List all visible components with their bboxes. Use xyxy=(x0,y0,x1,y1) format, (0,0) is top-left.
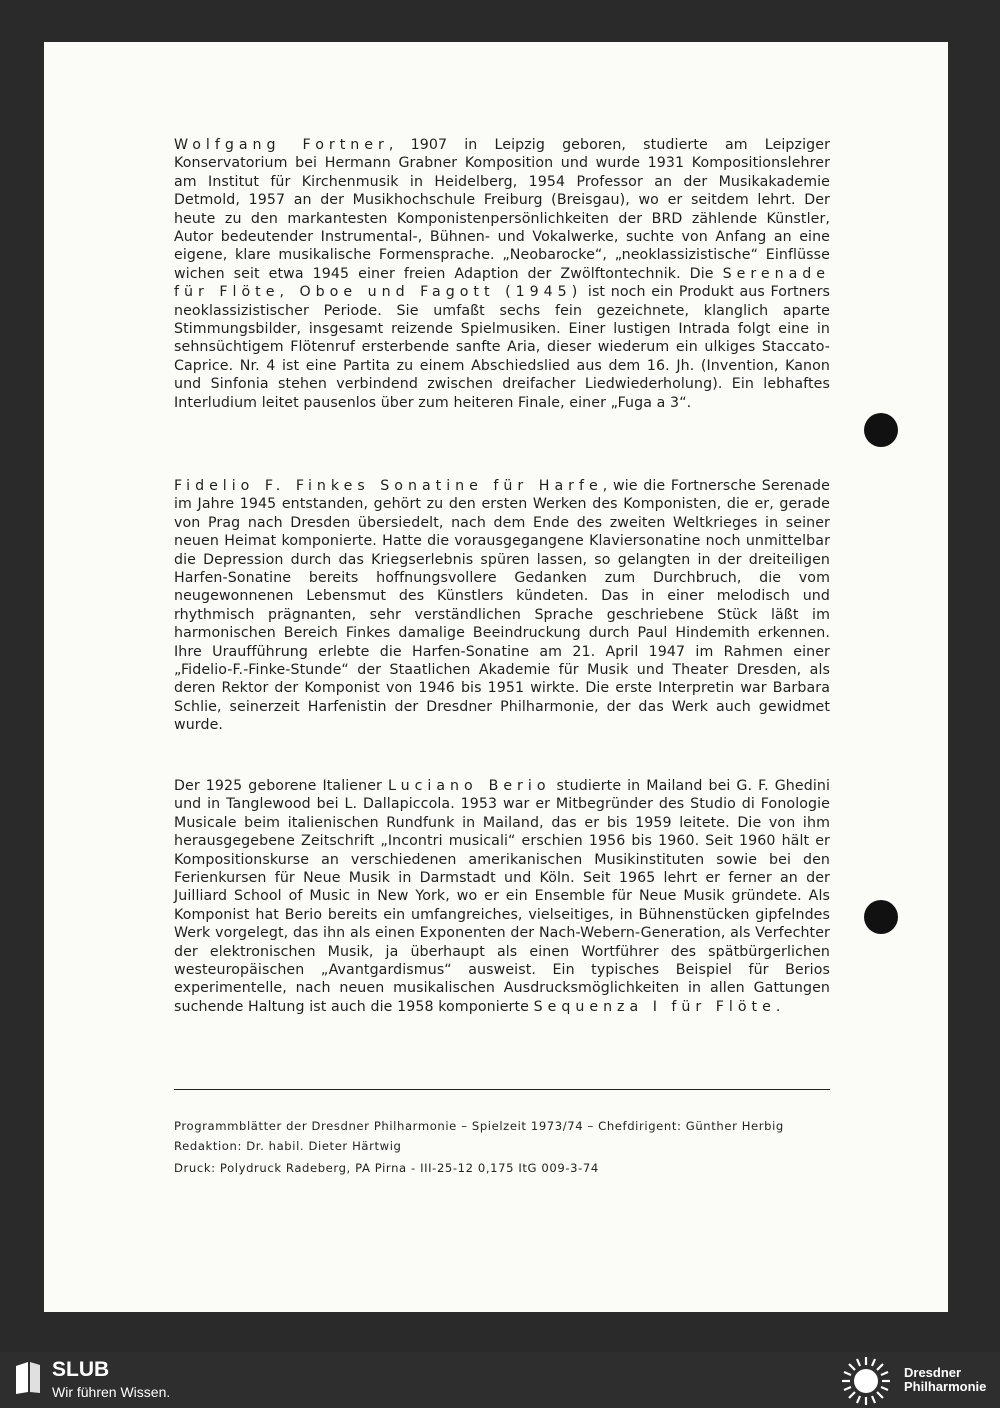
library-tagline: Wir führen Wissen. xyxy=(52,1384,171,1400)
paragraph-berio-text-b: studierte in Mailand bei G. F. Ghedini und in Tanglewood bei L. Dallapiccola. 1953 war er Mitbegründer des Studio di Fonologie Musicale beim italienischen Rundfunk in Mailand, das er bis 1959 leitete. Die von ihm herausgegebene Zeitschrift „Incontri musicali“ erschien 1956 bis 1960. Seit 1960 hält er Kompositionskurse an verschiedenen amerikanischen Musikinstituten sowie bei den Ferienkursen für Neue Musik in Darmstadt und Köln. Seit 1965 lehrt er ferner an der Juilliard School of Music in New York, wo er ein Ensemble für Neue Musik gründete. Als Komponist hat Berio bereits ein umfangreiches, vielseitiges, in Bühnenstücken gipfelndes Werk vorgelegt, das ihn als einen Exponenten der Nach-Webern-Generation, als Verfechter der elektronischen Musik, ja überhaupt als einen Wortführer des spätbürgerlichen westeuropäischen „Avantgardismus“ ausweist. Ein typisches Beispiel für Berios experimentelle, nach neuen musikalischen Ausdrucksmöglichkeiten in allen Gattungen suchende Haltung ist auch die 1958 komponierte xyxy=(174,778,830,1015)
document-page xyxy=(44,42,948,1312)
punch-hole-bottom xyxy=(864,900,898,934)
library-name[interactable]: SLUB xyxy=(52,1358,110,1381)
composer-name-fortner: Wolfgang Fortner xyxy=(174,137,389,153)
footer-editor: Redaktion: Dr. habil. Dieter Härtwig xyxy=(174,1139,402,1153)
footer-print: Druck: Polydruck Radeberg, PA Pirna - III-25-12 0,175 ItG 009-3-74 xyxy=(174,1161,599,1175)
paragraph-finke-text: , wie die Fortnersche Serenade im Jahre 1945 entstanden, gehört zu den ersten Werken des Komponisten, die er, gerade von Prag nach Dresden übersiedelt, nach dem Ende des zweiten Weltkrieges in seiner neuen Heimat komponierte. Hatte die vorausgegangene Klaviersonatine noch unmittelbar die Depression durch das Kriegserlebnis spüren lassen, so gelangten in der dreiteiligen Harfen-Sonatine bereits hoffnungsvollere Gedanken zum Durchbruch, die vom neugewonnenen Lebensmut des Künstlers kündeten. Das in einer melodisch und rhythmisch prägnanten, sehr verständlichen Sprache geschriebene Stück läßt im harmonischen Bereich Finkes damalige Beeindruckung durch Paul Hindemith erkennen. Ihre Uraufführung erlebte die Harfen-Sonatine am 21. April 1947 im Rahmen einer „Fidelio-F.-Finke-Stunde“ der Staatlichen Akademie für Musik und Theater Dresden, als deren Rektor der Komponist von 1946 bis 1951 wirkte. Die erste Interpretin war Barbara Schlie, seinerzeit Harfenistin der Dresdner Philharmonie, der das Werk auch gewidmet wurde. xyxy=(174,478,830,734)
work-title-serenade: Serenade für Flöte, Oboe und Fagott (1945) xyxy=(174,265,830,301)
footer-divider xyxy=(174,1089,830,1090)
work-title-sequenza: Sequenza I für Flöte xyxy=(533,998,776,1015)
composer-name-berio: Luciano Berio xyxy=(387,778,551,794)
paragraph-berio-text-c: . xyxy=(775,998,781,1015)
partner-name-line-2: Philharmonie xyxy=(904,1379,987,1394)
slub-book-icon[interactable] xyxy=(12,1360,42,1396)
partner-name[interactable] xyxy=(904,1366,986,1394)
footer-credits: Programmblätter der Dresdner Philharmonie – Spielzeit 1973/74 – Chefdirigent: Günther Herbig xyxy=(174,1119,784,1133)
paragraph-fortner-text-a: , 1907 in Leipzig geboren, studierte am Leipziger Konservatorium bei Hermann Grabner Komposition und wurde 1931 Kompositionslehrer am Institut für Kirchenmusik in Heidelberg, 1954 Professor an der Musikakademie Detmold, 1957 an der Musikhochschule Freiburg (Breisgau), wo er seitdem lehrt. Der heute zu den markantesten Komponistenpersönlichkeiten der BRD zählende Künstler, Autor bedeutender Instrumental-, Bühnen- und Vokalwerke, suchte von Anfang an eine eigene, klare musikalische Formensprache. „Neobarocke“, „neoklassizistische“ Einflüsse wichen seit etwa 1945 einer freien Adaption der Zwölftontechnik. Die xyxy=(174,137,830,282)
paragraph-berio-text-a: Der 1925 geborene Italiener xyxy=(174,778,388,794)
paragraph-berio xyxy=(174,777,830,1016)
paragraph-finke xyxy=(174,477,830,735)
repository-footer-bar xyxy=(0,1352,1000,1408)
work-title-sonatine: Fidelio F. Finkes Sonatine für Harfe xyxy=(174,478,603,494)
paragraph-fortner xyxy=(174,136,830,412)
punch-hole-top xyxy=(864,413,898,447)
paragraph-fortner-text-b: ist noch ein Produkt aus Fortners neoklassizistischer Periode. Sie umfaßt sechs fein gezeichnete, klanglich aparte Stimmungsbilder, insgesamt reizende Spielmusiken. Einer lustigen Intrada folgt eine in sehnsüchtigem Flötenruf ersterbende sanfte Aria, dieser wiederum ein ulkiges Staccato-Caprice. Nr. 4 ist eine Partita zu einem Abschiedslied aus dem 16. Jh. (Invention, Kanon und Sinfonia stehen verbindend zwischen dreifacher Liedwiederholung). Ein lebhaftes Interludium leitet pausenlos über zum heiteren Finale, einer „Fuga a 3“. xyxy=(174,284,830,411)
partner-name-line-1: Dresdner xyxy=(904,1365,962,1380)
dresdner-philharmonie-sun-icon[interactable] xyxy=(840,1355,892,1407)
